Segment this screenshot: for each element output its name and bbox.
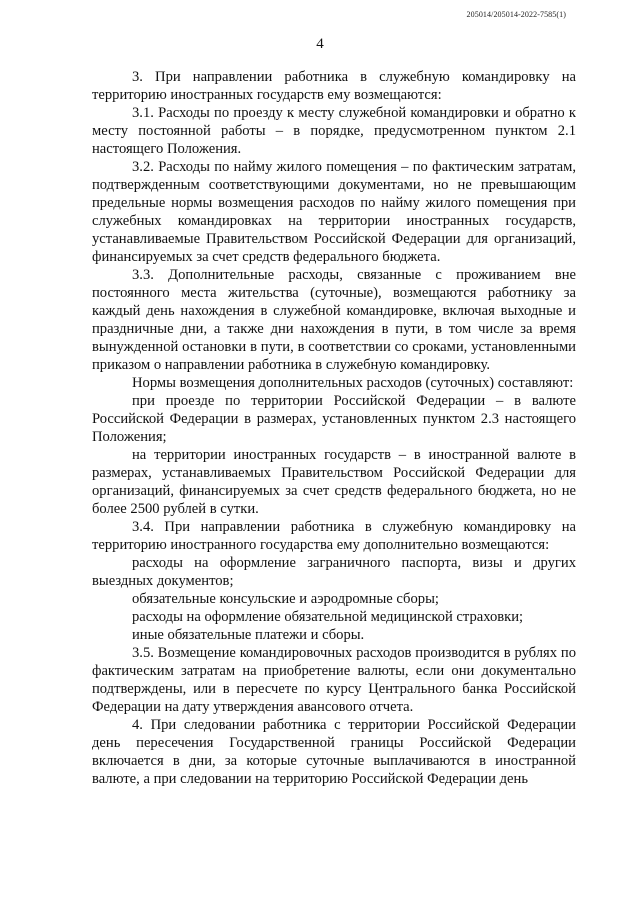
list-item-other-payments: иные обязательные платежи и сборы. xyxy=(132,627,365,643)
paragraph-3-3: 3.3. Дополнительные расходы, связанные с проживанием вне постоянного места жительства (суточные), возмещаются работнику за каждый день нахождения в служебной командировке, включая выходные и праздничные дни, а также дни нахождения в пути, в том числе за время вынужденной остановки в пути, в соответствии со сроками, установленными приказом о направлении работника в служебную командировку. xyxy=(92,267,576,373)
paragraph-4: 4. При следовании работника с территории Российской Федерации день пересечения Государственной границы Российской Федерации включается в дни, за которые суточные выплачиваются в иностранной валюте, а при следовании на территорию Российской Федерации день xyxy=(92,717,576,787)
list-item-medical-insurance: расходы на оформление обязательной медицинской страховки; xyxy=(132,609,524,625)
paragraph-3-1: 3.1. Расходы по проезду к месту служебной командировки и обратно к месту постоянной работы – в порядке, предусмотренном пунктом 2.1 настоящего Положения. xyxy=(92,105,576,157)
paragraph-3-4: 3.4. При направлении работника в служебную командировку на территорию иностранного государства ему дополнительно возмещаются: xyxy=(92,519,576,553)
list-item-consular-fees: обязательные консульские и аэродромные сборы; xyxy=(132,591,439,607)
paragraph-3: 3. При направлении работника в служебную командировку на территорию иностранных государств ему возмещаются: xyxy=(92,69,576,103)
paragraph-norms-foreign: на территории иностранных государств – в иностранной валюте в размерах, устанавливаемых Правительством Российской Федерации для организаций, финансируемых за счет средств федерального бюджета, но не более 2500 рублей в сутки. xyxy=(92,447,576,517)
page-number: 4 xyxy=(316,36,324,52)
document-id: 205014/205014-2022-7585(1) xyxy=(466,10,566,19)
document-body xyxy=(92,68,576,788)
paragraph-norms: Нормы возмещения дополнительных расходов (суточных) составляют: xyxy=(132,375,574,391)
paragraph-3-2: 3.2. Расходы по найму жилого помещения – по фактическим затратам, подтвержденным соответствующими документами, но не превышающим предельные нормы возмещения расходов по найму жилого помещения при служебных командировках на территории иностранных государств, устанавливаемые Правительством Российской Федерации для организаций, финансируемых за счет средств федерального бюджета. xyxy=(92,159,576,265)
list-item-passport-visa: расходы на оформление заграничного паспорта, визы и других выездных документов; xyxy=(92,555,576,589)
paragraph-3-5: 3.5. Возмещение командировочных расходов производится в рублях по фактическим затратам на приобретение валюты, если они документально подтверждены, или в пересчете по курсу Центрального банка Российской Федерации на дату утверждения авансового отчета. xyxy=(92,645,576,715)
paragraph-norms-rf: при проезде по территории Российской Федерации – в валюте Российской Федерации в размерах, установленных пунктом 2.3 настоящего Положения; xyxy=(92,393,576,445)
